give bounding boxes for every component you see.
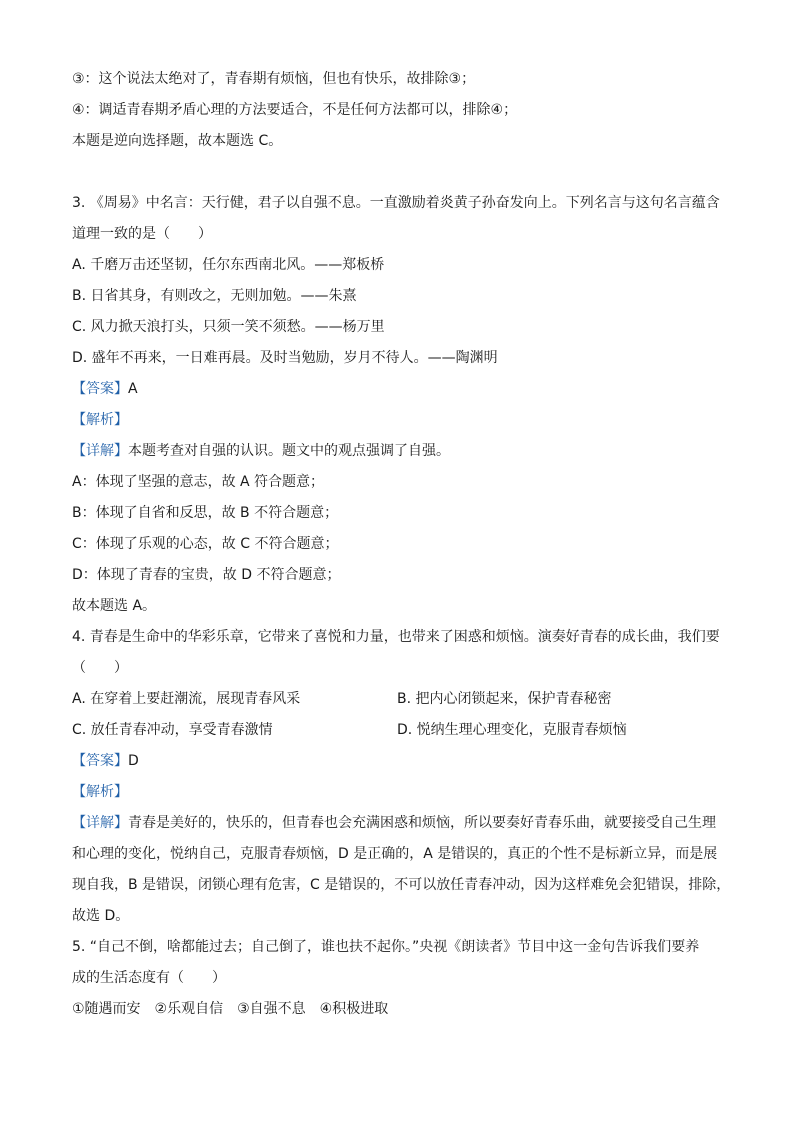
question-3-explanation-b: B：体现了自省和反思，故 B 不符合题意； <box>72 505 339 521</box>
question-3-stem-line-1: 3. 《周易》中名言：天行健，君子以自强不息。一直激励着炎黄子孙奋发向上。下列名言与这句名言蕴含 <box>72 195 720 211</box>
analysis-label: 【解析】 <box>72 412 128 428</box>
question-5-choices: ①随遇而安 ②乐观自信 ③自强不息 ④积极进取 <box>72 1001 389 1017</box>
answer-value: A <box>128 381 138 397</box>
question-4-detail-line-4: 故选 D。 <box>72 908 130 924</box>
question-4-stem-line-2: （ ） <box>72 660 128 676</box>
question-3-explanation-d: D：体现了青春的宝贵，故 D 不符合题意； <box>72 567 341 583</box>
question-3-option-c: C. 风力掀天浪打头，只须一笑不须愁。——杨万里 <box>72 319 385 335</box>
prev-explanation-4: ④：调适青春期矛盾心理的方法要适合，不是任何方法都可以，排除④； <box>72 102 518 118</box>
question-5-stem-line-1: 5. “自己不倒，啥都能过去；自己倒了，谁也扶不起你。”央视《朗读者》节目中这一金句告诉我们要养 <box>72 939 700 955</box>
prev-conclusion: 本题是逆向选择题，故本题选 C。 <box>72 133 283 149</box>
detail-text: 本题考查对自强的认识。题文中的观点强调了自强。 <box>128 443 450 459</box>
answer-label: 【答案】 <box>72 753 128 769</box>
question-3-detail <box>72 436 732 467</box>
question-4-analysis <box>72 777 732 808</box>
analysis-label: 【解析】 <box>72 784 128 800</box>
question-3-analysis <box>72 405 732 436</box>
answer-value: D <box>128 753 139 769</box>
question-3-conclusion: 故本题选 A。 <box>72 598 157 614</box>
question-4-detail-line-3: 现自我，B 是错误，闭锁心理有危害，C 是错误的，不可以放任青春冲动，因为这样难免会犯错误，排除， <box>72 877 731 893</box>
question-4-detail-line-1 <box>72 808 732 839</box>
question-3-option-b: B. 日省其身，有则改之，无则加勉。——朱熹 <box>72 288 357 304</box>
question-4-option-c: C. 放任青春冲动，享受青春激情 <box>72 722 273 738</box>
detail-label: 【详解】 <box>72 815 128 831</box>
question-3-option-a: A. 千磨万击还坚韧，任尔东西南北风。——郑板桥 <box>72 257 385 273</box>
prev-explanation-3: ③：这个说法太绝对了，青春期有烦恼，但也有快乐，故排除③； <box>72 71 476 87</box>
spacer <box>72 157 732 188</box>
detail-text: 青春是美好的，快乐的，但青春也会充满困惑和烦恼，所以要奏好青春乐曲，就要接受自己生理 <box>128 815 716 831</box>
question-3-explanation-c: C：体现了乐观的心态，故 C 不符合题意； <box>72 536 339 552</box>
detail-label: 【详解】 <box>72 443 128 459</box>
document-content <box>72 64 732 1025</box>
question-4-answer <box>72 746 732 777</box>
question-4-option-d: D. 悦纳生理心理变化，克服青春烦恼 <box>397 722 627 738</box>
question-4 <box>72 622 732 932</box>
question-4-stem-line-1: 4. 青春是生命中的华彩乐章，它带来了喜悦和力量，也带来了困惑和烦恼。演奏好青春的成长曲，我们要 <box>72 629 720 645</box>
question-4-options-row-1 <box>72 684 732 715</box>
question-4-detail-line-2: 和心理的变化，悦纳自己，克服青春烦恼，D 是正确的，A 是错误的，真正的个性不是标新立异，而是展 <box>72 846 718 862</box>
question-3-explanation-a: A：体现了坚强的意志，故 A 符合题意； <box>72 474 325 490</box>
question-3-stem-line-2: 道理一致的是（ ） <box>72 226 212 242</box>
question-3-answer <box>72 374 732 405</box>
answer-label: 【答案】 <box>72 381 128 397</box>
question-3 <box>72 188 732 622</box>
question-4-option-b: B. 把内心闭锁起来，保护青春秘密 <box>397 691 612 707</box>
question-5 <box>72 932 732 1025</box>
question-5-stem-line-2: 成的生活态度有（ ） <box>72 970 226 986</box>
question-4-options-row-2 <box>72 715 732 746</box>
question-3-option-d: D. 盛年不再来，一日难再晨。及时当勉励，岁月不待人。——陶渊明 <box>72 350 498 366</box>
question-4-option-a: A. 在穿着上要赶潮流，展现青春风采 <box>72 691 301 707</box>
